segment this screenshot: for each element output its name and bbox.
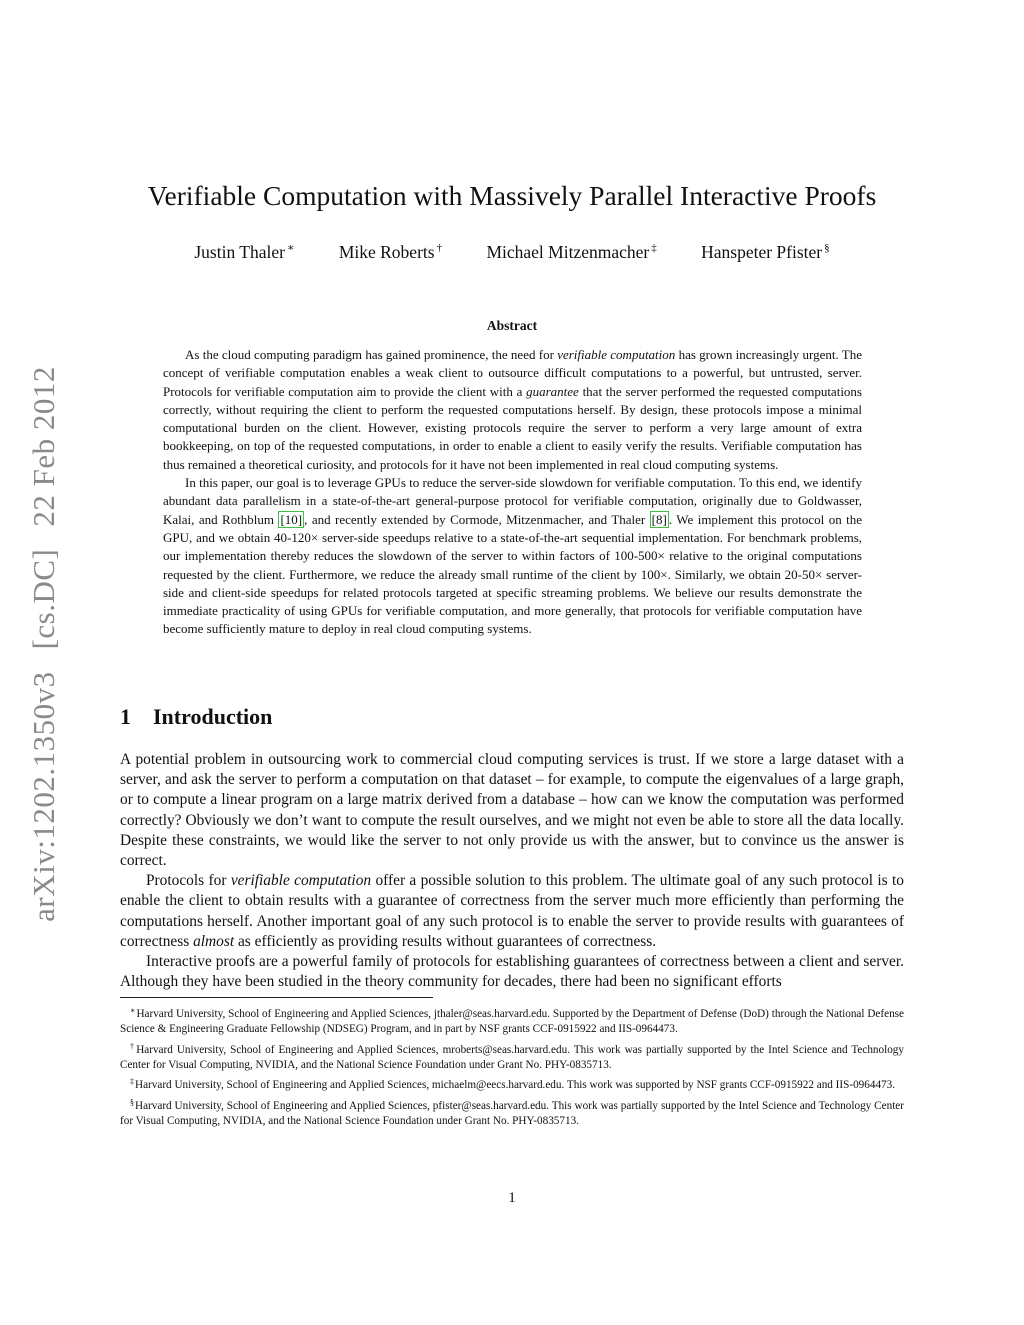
citation-link[interactable]: [10] — [280, 511, 303, 527]
abstract-text: In this paper, our goal is to leverage GPUs to reduce the server-side slowdown for verifiable computation. To this end, we identify abundant data parallelism in a state-of-the-art general-purpose protocol for verifiable computation, originally due to Goldwasser, Kalai, and Rothblum — [163, 475, 862, 527]
footnote-text: Harvard University, School of Engineering and Applied Sciences, mroberts@seas.harvard.edu. This work was partially supported by the Intel Science and Technology Center for Visual Computing, NVIDIA, and the National Science Foundation under Grant No. PHY-0835713. — [120, 1043, 904, 1071]
body-paragraph: Interactive proofs are a powerful family of protocols for establishing guarantees of correctness between a client and server. Although they have been studied in the theory community for decades, there had been no significant efforts — [120, 953, 904, 991]
abstract-heading: Abstract — [486, 318, 538, 333]
arxiv-id[interactable]: arXiv:1202.1350v3 — [26, 671, 61, 922]
footnotes — [120, 1003, 904, 1130]
section-heading — [120, 704, 272, 730]
author-footnote-mark[interactable]: § — [824, 242, 830, 254]
footnote-mark: § — [130, 1097, 134, 1107]
author-name: Hanspeter Pfister — [701, 242, 823, 262]
abstract-emphasis: guarantee — [526, 383, 579, 399]
abstract-paragraph — [163, 346, 862, 474]
abstract-text: that the server performed the requested computations correctly, without requiring the client to perform the requested computations herself. By design, these protocols impose a minimal computational burden on the client. However, existing protocols require the server to perform a very large amount of extra bookkeeping, on top of the requested computations, in order to enable a client to easily verify the results. Verifiable computation has thus remained a theoretical curiosity, and protocols for it have not been implemented in real cloud computing systems. — [163, 383, 862, 472]
arxiv-category: [cs.DC] — [26, 548, 61, 650]
arxiv-date: 22 Feb 2012 — [26, 366, 61, 527]
footnote — [120, 1003, 904, 1037]
abstract-emphasis: verifiable computation — [557, 347, 676, 362]
section-title: Introduction — [153, 704, 273, 729]
paper-title: Verifiable Computation with Massively Parallel Interactive Proofs — [147, 180, 877, 211]
author-footnote-mark[interactable]: ‡ — [651, 242, 657, 254]
footnote-mark: ‡ — [130, 1077, 134, 1086]
body-text: Protocols for — [146, 872, 231, 890]
section-number: 1 — [120, 704, 131, 729]
abstract-text: , and recently extended by Cormode, Mitzenmacher, and Thaler — [304, 511, 650, 527]
body-text: offer a possible solution to this problem. The ultimate goal of any such protocol is to enable the client to obtain results with a guarantee of correctness from the server much more efficiently than performing the computations herself. Another important goal of any such protocol is to enable the server to provide results with guarantees of correctness — [120, 872, 904, 950]
author-list — [0, 236, 1024, 264]
body-text: as efficiently as providing results without guarantees of correctness. — [234, 932, 657, 950]
abstract-paragraph — [163, 474, 862, 639]
author — [701, 236, 830, 264]
abstract-body — [163, 346, 862, 639]
author — [486, 236, 656, 264]
author-name: Justin Thaler — [194, 242, 285, 262]
author — [194, 236, 294, 264]
arxiv-stamp — [26, 355, 62, 933]
abstract-text: As the cloud computing paradigm has gained prominence, the need for — [185, 347, 558, 362]
footnote — [120, 1039, 904, 1073]
introduction-body — [120, 750, 904, 992]
abstract-text: . We implement this protocol on the GPU, and we obtain 40-120× server-side speedups relative to a state-of-the-art sequential implementation. For benchmark problems, our implementation thereby reduces the slowdown of the server to within factors of 100-500× relative to the original computations requested by the client. Furthermore, we reduce the already small runtime of the client by 100×. Similarly, we obtain 20-50× server-side and client-side speedups for related protocols targeted at specific streaming problems. We believe our results demonstrate the immediate practicality of using GPUs for verifiable computation, and more generally, that protocols for verifiable computation have become sufficiently mature to deploy in real cloud computing systems. — [163, 511, 862, 637]
footnote-text: Harvard University, School of Engineering and Applied Sciences, michaelm@eecs.harvard.edu. This work was supported by NSF grants CCF-0915922 and IIS-0964473. — [135, 1079, 896, 1091]
body-emphasis: almost — [193, 932, 235, 950]
author — [339, 236, 442, 264]
author-footnote-mark[interactable]: ∗ — [286, 242, 295, 254]
abstract-text: has grown increasingly urgent. The concept of verifiable computation enables a weak client to outsource difficult computations to a powerful, but untrusted, server. Protocols for verifiable computation aim to provide the client with a — [163, 347, 862, 399]
footnote-text: Harvard University, School of Engineering and Applied Sciences, jthaler@seas.harvard.edu. Supported by the Department of Defense (DoD) through the National Defense Science & Engineering Graduate Fellowship (NDSEG) Program, and in part by NSF grants CCF-0915922 and IIS-0964473. — [120, 1008, 904, 1035]
author-name: Michael Mitzenmacher — [486, 242, 650, 262]
body-paragraph: A potential problem in outsourcing work to commercial cloud computing services is trust. If we store a large dataset with a server, and ask the server to perform a computation on that dataset – for example, to compute the eigenvalues of a large graph, or to compute a linear program on a large matrix derived from a database – how can we know the computation was performed correctly? Obviously we don’t want to compute the result ourselves, and we might not even be able to store all the data locally. Despite these constraints, we would like the server to not only provide us with the answer, but to convince us the answer is correct. — [120, 751, 904, 870]
footnote — [120, 1095, 904, 1129]
author-name: Mike Roberts — [338, 242, 435, 262]
footnote-text: Harvard University, School of Engineering and Applied Sciences, pfister@seas.harvard.edu. This work was partially supported by the Intel Science and Technology Center for Visual Computing, NVIDIA, and the National Science Foundation under Grant No. PHY-0835713. — [120, 1099, 904, 1127]
author-footnote-mark[interactable]: † — [436, 242, 443, 254]
footnote-mark: ∗ — [130, 1006, 136, 1015]
body-paragraph — [120, 871, 904, 952]
footnote — [120, 1074, 904, 1093]
footnote-mark: † — [130, 1041, 136, 1051]
citation-link[interactable]: [8] — [651, 511, 667, 527]
footnote-divider — [120, 997, 433, 998]
body-emphasis: verifiable computation — [230, 872, 372, 890]
page-number: 1 — [508, 1190, 516, 1206]
